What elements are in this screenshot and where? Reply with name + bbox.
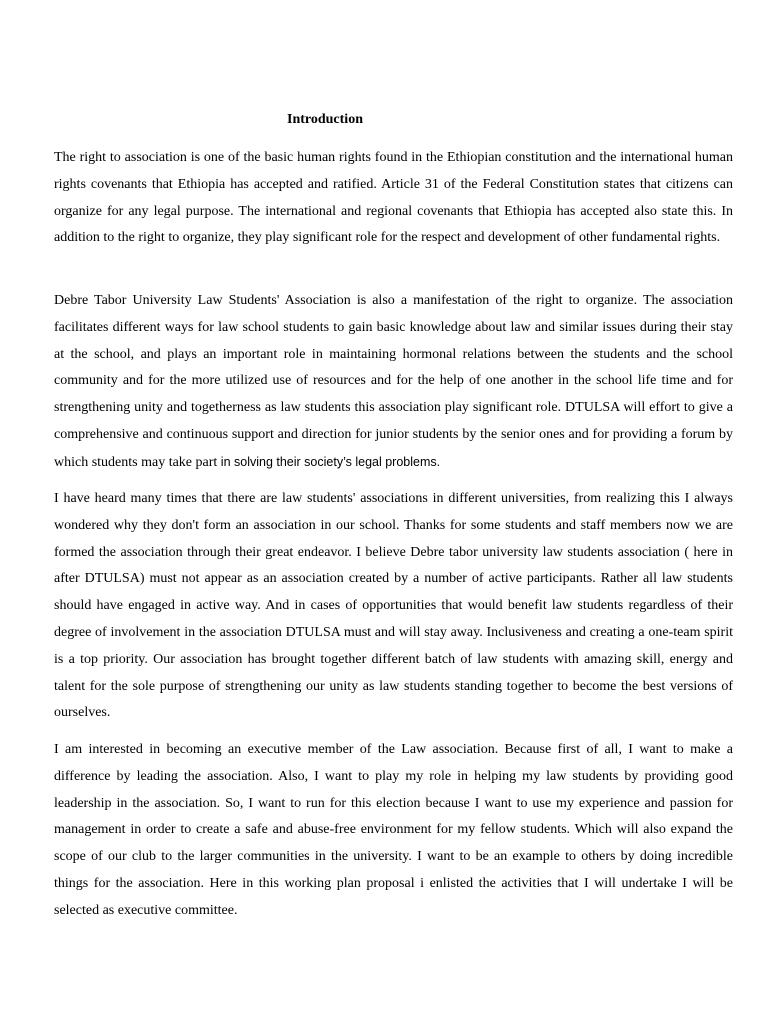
paragraph-text: The right to association is one of the basic human rights found in the Ethiopian constitution and the international human rights covenants that Ethiopia has accepted and ratified. Article 31 of the Federal Constitution states that citizens can organize for any legal purpose. The international and regional covenants that Ethiopia has accepted also state this. In addition to the right to organize, they play significant role for the respect and development of other fundamental rights. bbox=[54, 150, 733, 246]
paragraph-text: I am interested in becoming an executive member of the Law association. Because first of all, I want to make a difference by leading the association. Also, I want to play my role in helping my law students by providing good leadership in the association. So, I want to run for this election because I want to use my experience and passion for management in order to create a safe and abuse-free environment for my fellow students. Which will also expand the scope of our club to the larger communities in the university. I want to be an example to others by doing incredible things for the association. Here in this working plan proposal i enlisted the activities that I will undertake I will be selected as executive committee. bbox=[54, 742, 733, 918]
paragraph-text: I have heard many times that there are law students' associations in different universities, from realizing this I always wondered why they don't form an association in our school. Thanks for some students and staff members now we are formed the association through their great endeavor. I believe Debre tabor university law students association ( here in after DTULSA) must not appear as an association created by a number of active participants. Rather all law students should have engaged in active way. And in cases of opportunities that would benefit law students regardless of their degree of involvement in the association DTULSA must and will stay away. Inclusiveness and creating a one-team spirit is a top priority. Our association has brought together different batch of law students with amazing skill, energy and talent for the sole purpose of strengthening our unity as law students standing together to become the best versions of ourselves. bbox=[54, 491, 733, 721]
paragraph-text-tail: in solving their society’s legal problems. bbox=[220, 454, 441, 469]
paragraph-executive-interest bbox=[54, 737, 733, 925]
paragraph-association-formation bbox=[54, 486, 733, 727]
paragraph-right-to-association bbox=[54, 145, 733, 252]
paragraph-dtulsa-manifestation bbox=[54, 288, 733, 477]
paragraph-text: Debre Tabor University Law Students' Association is also a manifestation of the right to organize. The association facilitates different ways for law school students to gain basic knowledge about law and similar issues during their stay at the school, and plays an important role in maintaining hormonal relations between the students and the school community and for the more utilized use of resources and for the help of one another in the school life time and for strengthening unity and togetherness as law students this association play significant role. DTULSA will effort to give a comprehensive and continuous support and direction for junior students by the senior ones and for providing a forum by which students may take part bbox=[54, 293, 733, 470]
page-title: Introduction bbox=[287, 112, 363, 127]
